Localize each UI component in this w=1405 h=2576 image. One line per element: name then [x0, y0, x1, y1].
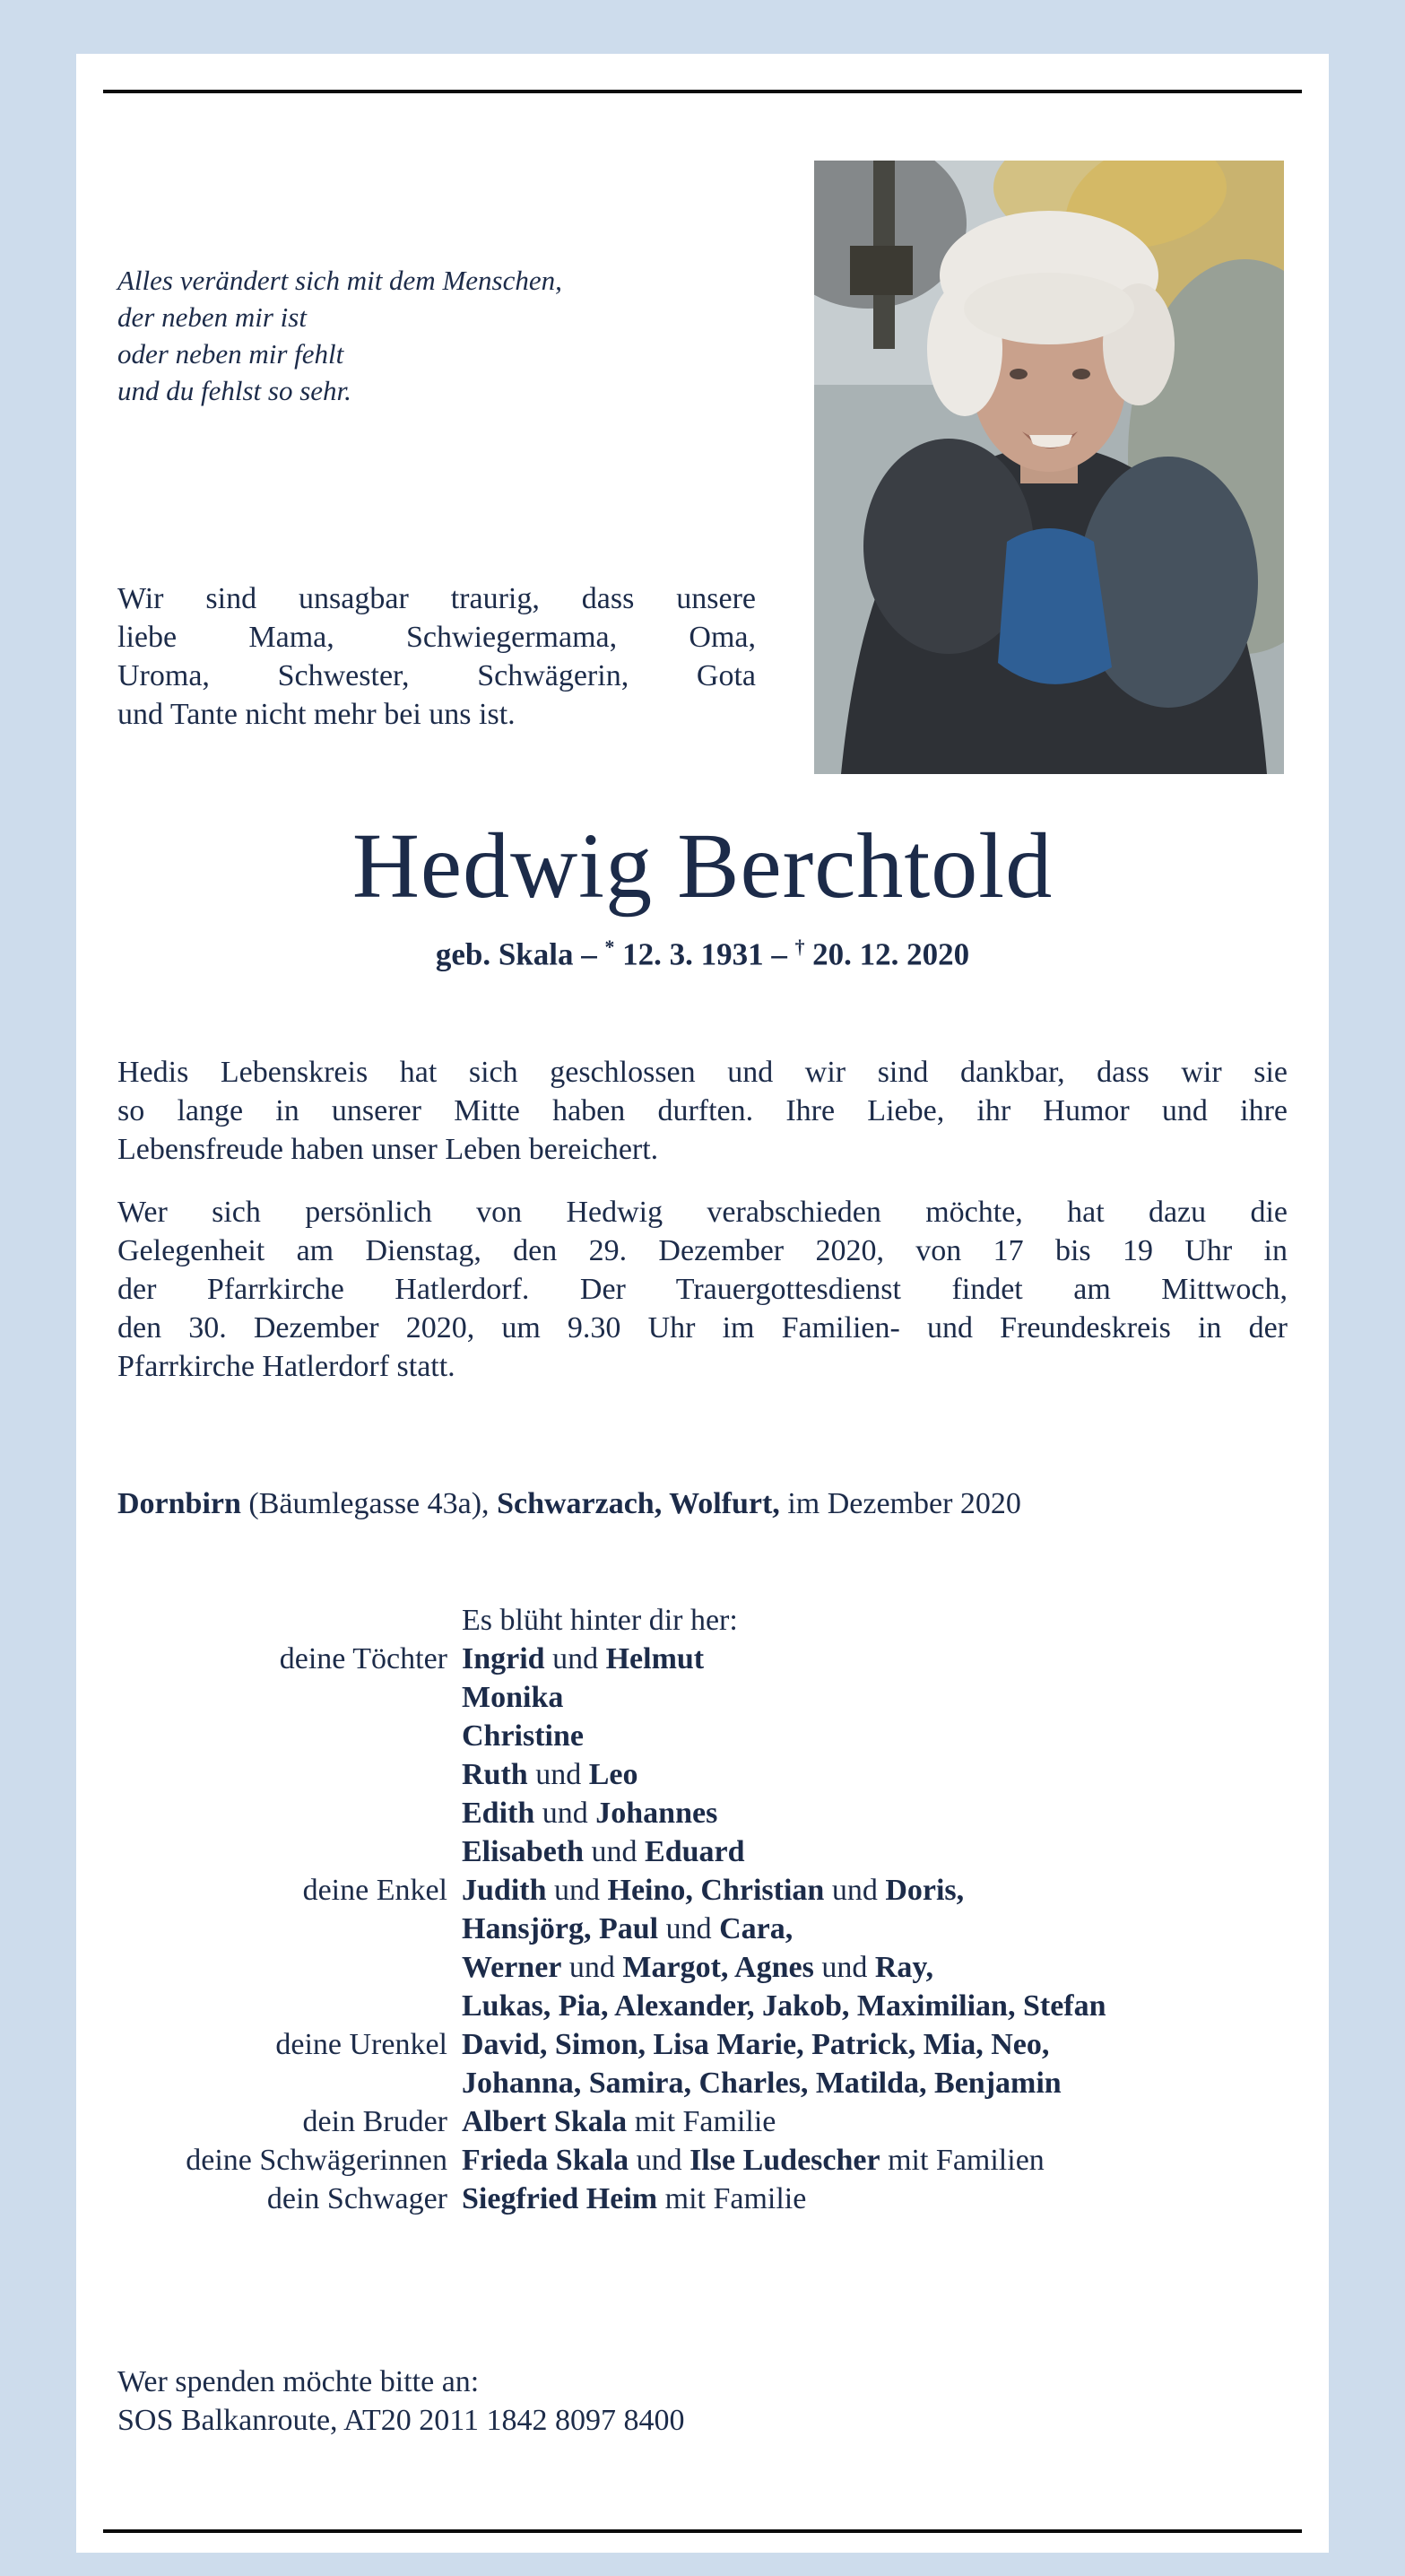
text-segment: 12. 3. 1931 – — [614, 936, 795, 972]
text-line: oder neben mir fehlt — [117, 338, 344, 370]
family-names — [462, 1871, 1288, 2025]
text-segment: Ray, — [874, 1950, 934, 1984]
text-segment: und — [544, 1641, 606, 1675]
text-segment: Cara, — [719, 1911, 794, 1945]
family-names-line — [462, 1794, 1288, 1832]
text-segment: Christine — [462, 1719, 584, 1753]
text-segment: Frieda Skala — [462, 2143, 629, 2177]
family-names-line — [462, 2141, 1288, 2180]
family-list — [117, 1640, 1288, 2218]
text-line: so lange in unserer Mitte haben durften. Ihre Liebe, ihr Humor und ihre — [117, 1093, 1288, 1127]
text-line: SOS Balkanroute, AT20 2011 1842 8097 8400 — [117, 2403, 685, 2437]
text-segment: * — [604, 936, 615, 958]
family-relation-label: dein Schwager — [266, 2181, 447, 2215]
family-relation-label: deine Urenkel — [275, 2027, 447, 2061]
family-names-line — [462, 1910, 1288, 1948]
text-segment: Lukas, Pia, Alexander, Jakob, Maximilian, Stefan — [462, 1989, 1106, 2023]
text-segment: Schwarzach, Wolfurt, — [497, 1486, 780, 1520]
text-segment: und — [527, 1757, 589, 1791]
text-line: Hedis Lebenskreis hat sich geschlossen und wir sind dankbar, dass wir sie — [117, 1055, 1288, 1089]
text-segment: Helmut — [605, 1641, 705, 1675]
text-segment: † — [794, 936, 805, 958]
obituary-content — [76, 93, 1329, 2440]
family-names — [462, 1640, 1288, 1871]
text-segment: Johanna, Samira, Charles, Matilda, Benjamin — [462, 2066, 1062, 2100]
text-line: Wer sich persönlich von Hedwig verabschieden möchte, hat dazu die — [117, 1195, 1288, 1229]
text-segment: Monika — [462, 1680, 564, 1714]
text-segment: Werner — [462, 1950, 562, 1984]
text-segment: und — [824, 1873, 886, 1907]
text-segment: Siegfried Heim — [462, 2181, 658, 2215]
portrait-photo — [814, 161, 1284, 774]
family-row — [117, 2180, 1288, 2218]
family-names-line — [462, 2064, 1288, 2102]
text-line: Uroma, Schwester, Schwägerin, Gota — [117, 659, 756, 692]
intro-paragraph — [117, 579, 756, 734]
family-intro-row — [117, 1601, 1288, 1640]
text-line: Pfarrkirche Hatlerdorf statt. — [117, 1349, 455, 1383]
family-names-line — [462, 2180, 1288, 2218]
text-segment: und — [546, 1873, 608, 1907]
memorial-quote — [117, 262, 763, 409]
portrait-photo-illustration — [814, 161, 1284, 774]
text-segment: Eduard — [645, 1834, 745, 1868]
text-segment: Albert Skala — [462, 2104, 628, 2138]
family-names — [462, 2180, 1288, 2218]
text-segment: Leo — [588, 1757, 638, 1791]
text-segment: Ilse Ludescher — [689, 2143, 880, 2177]
text-line: der neben mir ist — [117, 301, 307, 333]
text-segment: und — [629, 2143, 690, 2177]
family-row — [117, 2141, 1288, 2180]
text-segment: mit Familie — [657, 2181, 807, 2215]
family-names-line — [462, 1871, 1288, 1910]
donation-note — [117, 2363, 1288, 2440]
deceased-dates — [117, 927, 1288, 975]
body-paragraph-1 — [117, 1053, 1288, 1169]
text-segment: Doris, — [885, 1873, 965, 1907]
text-line: und Tante nicht mehr bei uns ist. — [117, 698, 516, 731]
family-intro: Es blüht hinter dir her: — [462, 1603, 738, 1637]
family-names-line — [462, 1948, 1288, 1987]
text-segment: Elisabeth — [462, 1834, 585, 1868]
text-segment: Ruth — [462, 1757, 528, 1791]
family-names — [462, 2025, 1288, 2102]
text-segment: und — [561, 1950, 623, 1984]
text-line: den 30. Dezember 2020, um 9.30 Uhr im Familien- und Freundeskreis in der — [117, 1310, 1288, 1345]
text-line: und du fehlst so sehr. — [117, 375, 351, 406]
family-relation-label: dein Bruder — [302, 2104, 447, 2138]
text-segment: 20. 12. 2020 — [804, 936, 970, 972]
text-segment: Margot, Agnes — [622, 1950, 814, 1984]
text-segment: mit Familien — [880, 2143, 1045, 2177]
text-segment: Johannes — [595, 1796, 718, 1830]
location-line — [117, 1484, 1288, 1523]
text-segment: und — [534, 1796, 596, 1830]
family-relation-label — [117, 1601, 447, 1640]
text-segment: und — [658, 1911, 720, 1945]
obituary-card — [76, 54, 1329, 2553]
body-paragraph-2 — [117, 1193, 1288, 1386]
deceased-name: Hedwig Berchtold — [351, 814, 1054, 918]
family-names-line — [462, 1755, 1288, 1794]
family-names-line — [462, 1832, 1288, 1871]
family-names-line — [462, 1717, 1288, 1755]
family-section — [117, 1601, 1288, 2218]
family-names-line — [462, 1640, 1288, 1678]
text-line: Alles verändert sich mit dem Menschen, — [117, 265, 562, 296]
text-segment: im Dezember 2020 — [779, 1486, 1021, 1520]
text-segment: Ingrid — [462, 1641, 545, 1675]
text-line: Gelegenheit am Dienstag, den 29. Dezember 2020, von 17 bis 19 Uhr in — [117, 1233, 1288, 1267]
text-segment: (Bäumlegasse 43a), — [240, 1486, 498, 1520]
text-segment: Dornbirn — [117, 1486, 241, 1520]
family-row — [117, 1640, 1288, 1871]
text-line: Wir sind unsagbar traurig, dass unsere — [117, 582, 756, 615]
text-segment: Hansjörg, Paul — [462, 1911, 659, 1945]
text-line: liebe Mama, Schwiegermama, Oma, — [117, 621, 756, 654]
text-segment: und — [813, 1950, 875, 1984]
family-row — [117, 2102, 1288, 2141]
text-segment: David, Simon, Lisa Marie, Patrick, Mia, Neo, — [462, 2027, 1050, 2061]
text-line: Wer spenden möchte bitte an: — [117, 2364, 480, 2398]
family-row — [117, 1871, 1288, 2025]
text-segment: Judith — [462, 1873, 547, 1907]
family-names-line — [462, 2102, 1288, 2141]
text-segment: Heino, Christian — [607, 1873, 825, 1907]
family-names-line — [462, 1678, 1288, 1717]
family-relation-label: deine Töchter — [279, 1641, 447, 1675]
family-names-line — [462, 1987, 1288, 2025]
family-row — [117, 2025, 1288, 2102]
text-segment: Edith — [462, 1796, 535, 1830]
bottom-rule — [103, 2529, 1302, 2533]
family-names — [462, 2102, 1288, 2141]
family-names — [462, 2141, 1288, 2180]
text-segment: und — [584, 1834, 646, 1868]
text-line: der Pfarrkirche Hatlerdorf. Der Trauergottesdienst findet am Mittwoch, — [117, 1272, 1288, 1306]
family-names-line — [462, 2025, 1288, 2064]
text-line: Lebensfreude haben unser Leben bereichert. — [117, 1132, 659, 1166]
text-segment: geb. Skala – — [435, 936, 605, 972]
family-relation-label: deine Enkel — [302, 1873, 447, 1907]
text-segment: mit Familie — [627, 2104, 776, 2138]
family-relation-label: deine Schwägerinnen — [186, 2143, 447, 2177]
